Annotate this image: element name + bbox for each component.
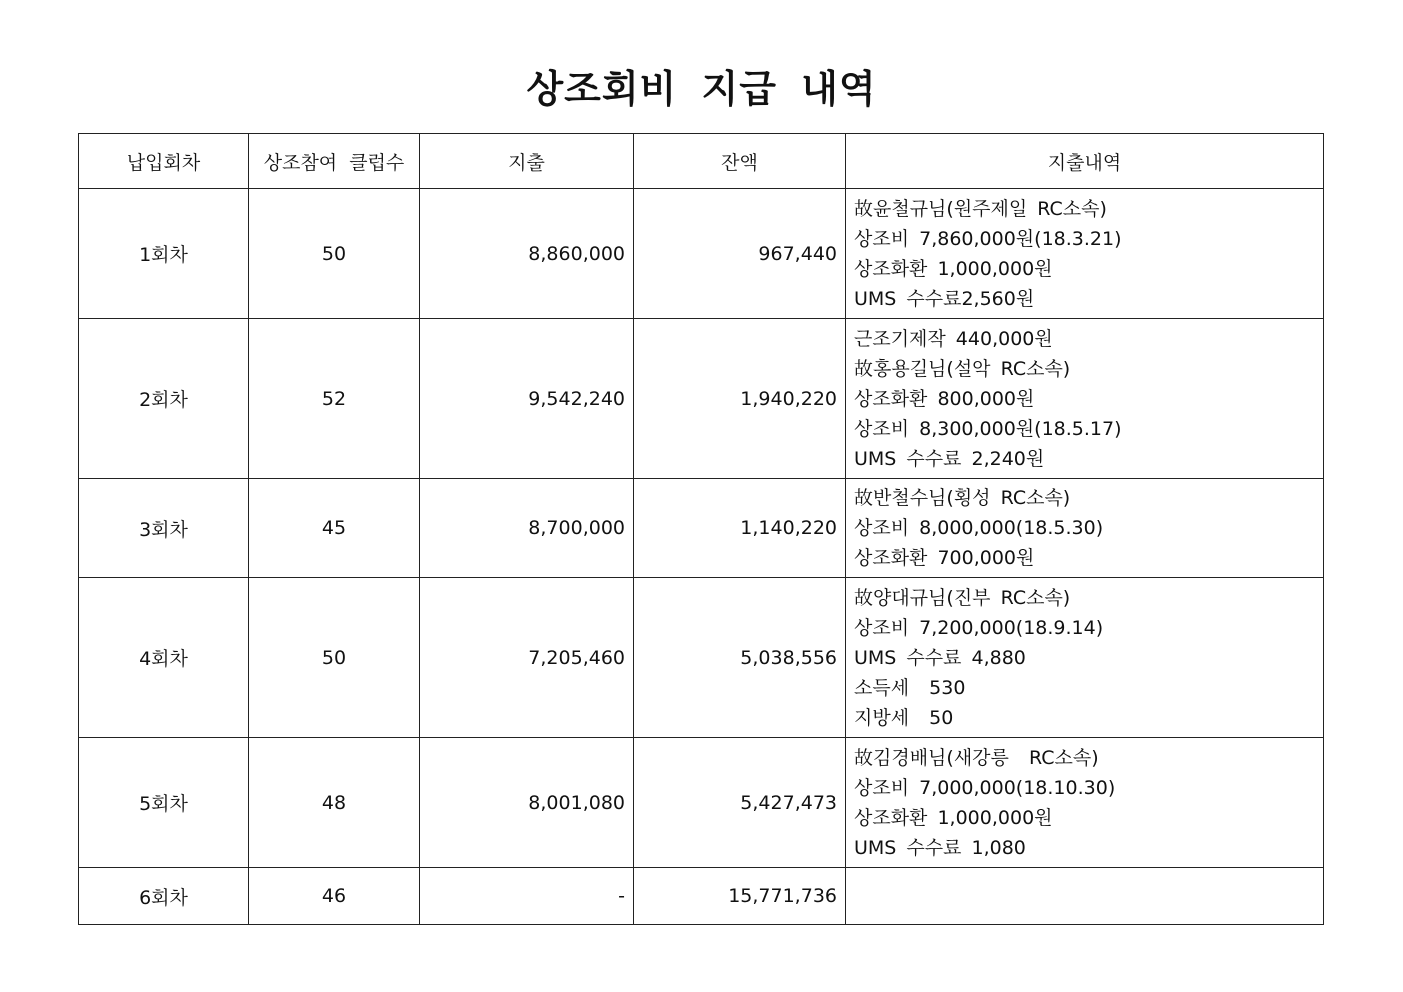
details-line: 소득세 530: [854, 676, 966, 699]
details-line: 故김경배님(새강릉 RC소속): [854, 746, 1099, 769]
details-line: UMS 수수료 4,880: [854, 646, 1026, 669]
header-expense: 지출: [420, 134, 634, 189]
details-line: 故윤철규님(원주제일 RC소속): [854, 197, 1107, 220]
round-cell: 6회차: [79, 868, 249, 925]
balance-cell: 967,440: [634, 189, 846, 319]
header-round: 납입회차: [79, 134, 249, 189]
balance-cell: 1,940,220: [634, 319, 846, 479]
details-line: UMS 수수료 1,080: [854, 836, 1026, 859]
expense-cell: 8,700,000: [420, 479, 634, 578]
details-line: 상조화환 800,000원: [854, 387, 1035, 410]
clubs-cell: 48: [249, 738, 420, 868]
expense-cell: 9,542,240: [420, 319, 634, 479]
details-line: 상조비 8,000,000(18.5.30): [854, 517, 1104, 539]
balance-cell: 15,771,736: [634, 868, 846, 925]
details-line: 상조비 7,200,000(18.9.14): [854, 616, 1104, 639]
round-cell: 3회차: [79, 479, 249, 578]
clubs-cell: 50: [249, 189, 420, 319]
clubs-cell: 50: [249, 578, 420, 738]
header-clubs: 상조참여 클럽수: [249, 134, 420, 189]
page-title: 상조회비 지급 내역: [526, 67, 877, 111]
clubs-cell: 46: [249, 868, 420, 925]
details-line: 지방세 50: [854, 706, 954, 729]
clubs-cell: 52: [249, 319, 420, 479]
header-balance: 잔액: [634, 134, 846, 189]
table-header: [79, 134, 1324, 189]
details-cell: [846, 479, 1324, 578]
header-row: [79, 134, 1324, 189]
header-details: 지출내역: [846, 134, 1324, 189]
round-cell: 2회차: [79, 319, 249, 479]
details-line: 故양대규님(진부 RC소속): [854, 586, 1071, 609]
details-line: 상조비 7,000,000(18.10.30): [854, 776, 1116, 799]
details-line: 상조비 8,300,000원(18.5.17): [854, 417, 1122, 440]
details-line: 근조기제작 440,000원: [854, 327, 1053, 350]
details-cell: [846, 189, 1324, 319]
table-row: [79, 479, 1324, 578]
balance-cell: 5,038,556: [634, 578, 846, 738]
round-cell: 1회차: [79, 189, 249, 319]
details-cell: [846, 578, 1324, 738]
expense-cell: 8,860,000: [420, 189, 634, 319]
details-cell: [846, 738, 1324, 868]
details-line: UMS 수수료 2,240원: [854, 447, 1045, 470]
details-line: 故홍용길님(설악 RC소속): [854, 357, 1071, 380]
table-row: [79, 738, 1324, 868]
round-cell: 5회차: [79, 738, 249, 868]
details-line: 상조화환 1,000,000원: [854, 257, 1053, 280]
expense-cell: 8,001,080: [420, 738, 634, 868]
details-line: UMS 수수료2,560원: [854, 287, 1035, 310]
table-row: [79, 189, 1324, 319]
details-cell: [846, 319, 1324, 479]
details-cell: [846, 868, 1324, 925]
details-line: 상조화환 700,000원: [854, 547, 1035, 569]
table-body: [79, 189, 1324, 925]
expense-cell: -: [420, 868, 634, 925]
table-row: [79, 578, 1324, 738]
table-row: [79, 868, 1324, 925]
details-line: 상조비 7,860,000원(18.3.21): [854, 227, 1122, 250]
clubs-cell: 45: [249, 479, 420, 578]
expense-cell: 7,205,460: [420, 578, 634, 738]
table-row: [79, 319, 1324, 479]
payout-table: [78, 133, 1324, 925]
round-cell: 4회차: [79, 578, 249, 738]
balance-cell: 5,427,473: [634, 738, 846, 868]
balance-cell: 1,140,220: [634, 479, 846, 578]
details-line: 故반철수님(횡성 RC소속): [854, 487, 1071, 509]
details-line: 상조화환 1,000,000원: [854, 806, 1053, 829]
